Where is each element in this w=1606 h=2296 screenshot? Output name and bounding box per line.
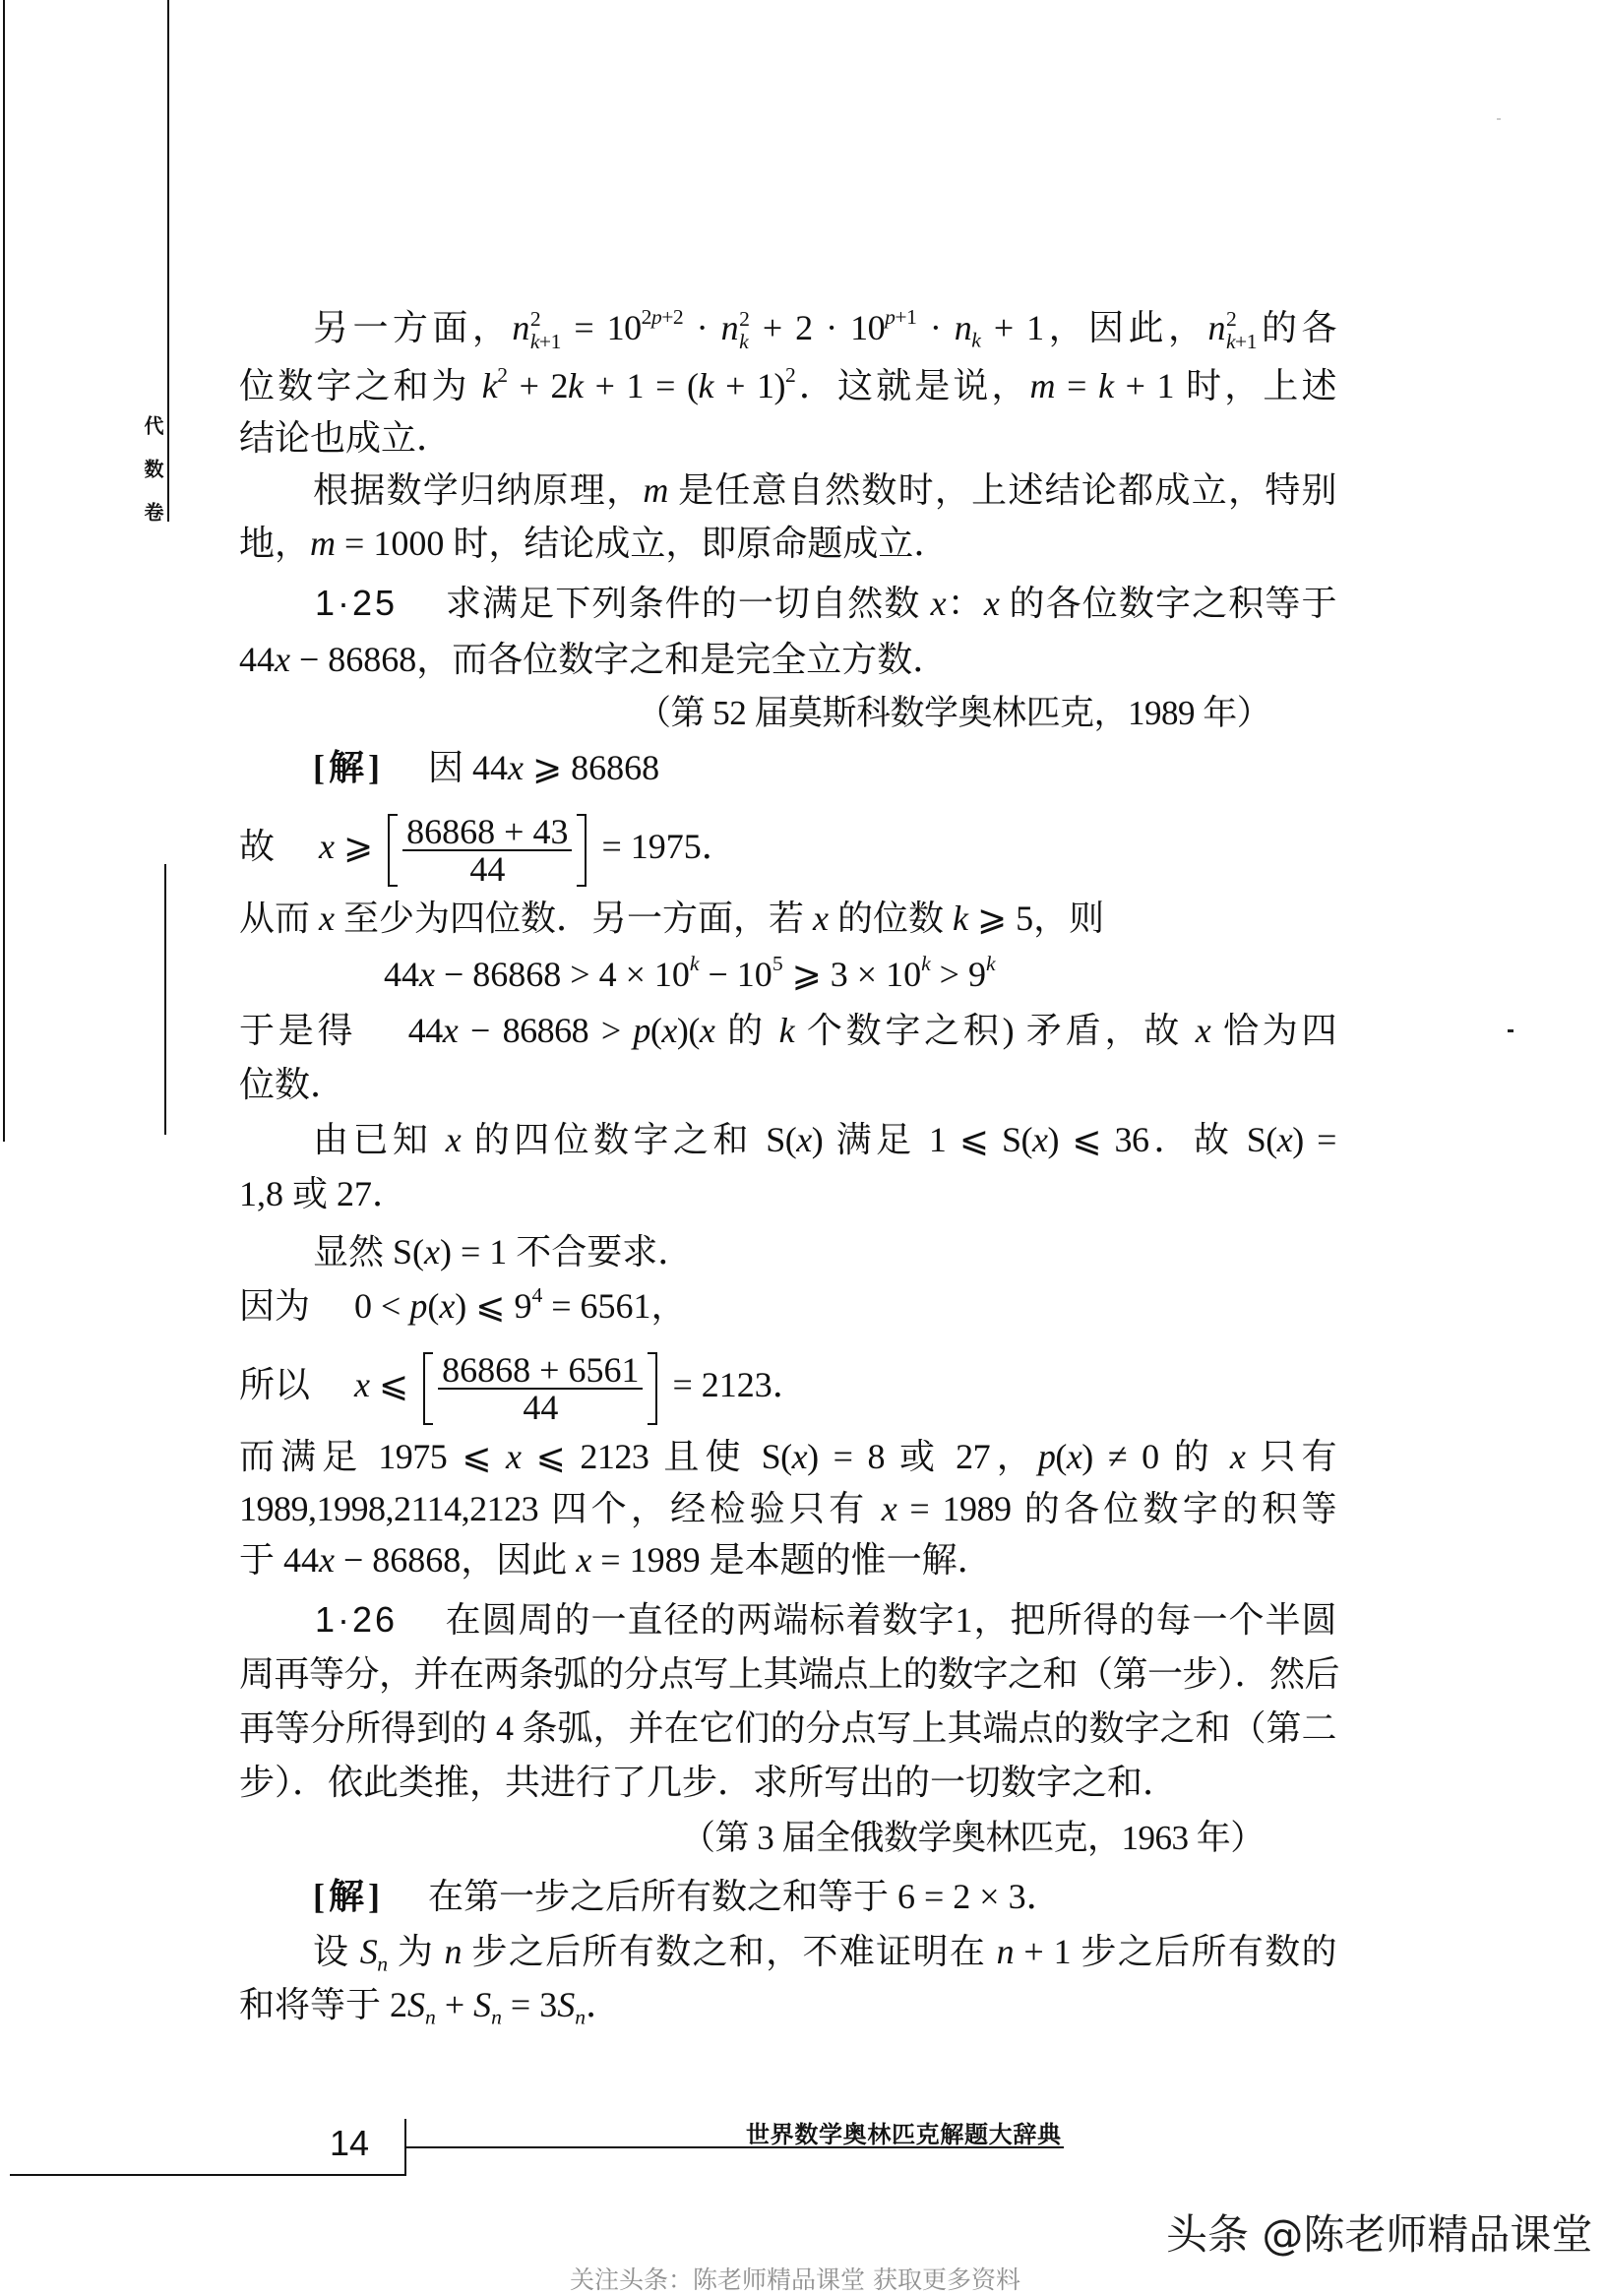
problem-statement-line: 周再等分，并在两条弧的分点写上其端点上的数字之和（第一步）．然后	[239, 1654, 1340, 1694]
math-variable: x	[661, 1011, 677, 1050]
subscript	[575, 2006, 586, 2029]
left-bracket	[423, 1352, 433, 1425]
math-variable: x	[319, 1540, 335, 1580]
math-variable: x	[983, 584, 1000, 623]
math-variable: x	[791, 1437, 808, 1476]
bracketed-fraction	[388, 811, 587, 889]
solution-line: 从而 x 至少为四位数．另一方面，若 x 的位数 k ⩾ 5，则	[239, 899, 1105, 938]
superscript	[690, 952, 700, 975]
page-edge-rule	[3, 0, 5, 1142]
superscript: p+1	[885, 304, 917, 329]
problem-statement-line: 44x − 86868，而各位数字之和是完全立方数．	[239, 640, 949, 679]
solution-line: 于是得 44x − 86868 > p(x)(x 的 k 个数字之积) 矛盾，故 x 恰为四	[239, 1011, 1336, 1050]
formula-line: 所以 x ⩽ $\frac{86868 + 6561}{44}$ = 2123．	[239, 1349, 808, 1427]
solution-line	[313, 1871, 1062, 1922]
subscript	[377, 1953, 387, 1976]
fraction	[433, 1349, 648, 1427]
text-line: 位数字之和为 $k^2 + 2k + 1 = (k + 1)^2$．这就是说，m = k + 1 时，上述	[239, 362, 1336, 405]
math-variable: p	[1037, 1437, 1056, 1476]
math-variable: k	[698, 366, 714, 405]
subscript: k+1	[1225, 329, 1258, 353]
math-variable: S	[473, 1985, 492, 2024]
math-variable: S	[407, 1985, 426, 2024]
math-variable: k	[529, 329, 539, 353]
superscript: 2	[497, 362, 508, 387]
math-variable: S	[359, 1932, 378, 1971]
indexed-variable	[1207, 306, 1258, 353]
denominator: 44	[523, 1387, 559, 1427]
solution-line: 显然 S(x) = 1 不合要求．	[313, 1232, 694, 1272]
superscript	[921, 952, 931, 975]
problem-statement-line: 步）．依此类推，共进行了几步．求所写出的一切数字之和．	[239, 1763, 1179, 1802]
math-variable: p	[885, 304, 896, 329]
math-variable: x	[354, 1365, 370, 1404]
watermark-promo: 关注头条：陈老师精品课堂 获取更多资料	[570, 2265, 1020, 2294]
indexed-variable	[512, 306, 561, 353]
math-variable: n	[444, 1932, 463, 1971]
math-variable: m	[1029, 366, 1056, 405]
math-variable: n	[1207, 308, 1225, 347]
math-variable: n	[377, 1952, 388, 1976]
superscript: 5	[772, 951, 783, 975]
math-variable: x	[1031, 1120, 1048, 1159]
superscript: 2p+2	[641, 304, 684, 329]
margin-rule-lower	[164, 864, 166, 1135]
problem-source: （第 52 届莫斯科数学奥林匹克，1989 年）	[637, 694, 1271, 732]
math-variable: x	[445, 1120, 462, 1159]
subscript: k+1	[529, 329, 561, 353]
superscript: 2	[1225, 306, 1237, 331]
problem-statement-line	[315, 1594, 1336, 1645]
subscript	[739, 331, 749, 353]
math-variable: k	[921, 951, 931, 975]
problem-number: 1·25	[315, 583, 399, 623]
formula-line: $44x - 86868 > 4 \times 10^k - 10^5$ ⩾ $3 \times 10^k > 9^k$	[384, 951, 996, 994]
math-variable: x	[813, 899, 829, 938]
denominator: 44	[469, 848, 506, 889]
indexed-variable	[720, 306, 750, 353]
math-variable: k	[778, 1011, 795, 1050]
math-variable: x	[699, 1011, 715, 1050]
formula-line: 因为 0 < p(x) ⩽ $9^4 = 6561$，	[239, 1282, 687, 1326]
math-variable: k	[568, 366, 584, 405]
right-bracket	[577, 814, 587, 887]
math-variable: m	[310, 524, 337, 563]
section-label: 代数卷	[141, 415, 164, 545]
math-variable: k	[985, 951, 996, 975]
solution-line: 1989,1998,2114,2123 四个，经检验只有 x = 1989 的各位数字的积等	[239, 1489, 1336, 1528]
subscript	[971, 329, 980, 352]
math-variable: x	[506, 1437, 522, 1476]
numerator: 86868 + 43	[402, 814, 572, 851]
math-variable: x	[1195, 1011, 1211, 1050]
math-variable: x	[319, 899, 335, 938]
solution-line: 设 $S_n$ 为 n 步之后所有数之和，不难证明在 n + 1 步之后所有数的	[313, 1932, 1336, 1976]
math-variable: n	[491, 2005, 502, 2029]
solution-line	[313, 742, 659, 793]
problem-statement-line: 再等分所得到的 4 条弧，并在它们的分点写上其端点的数字之和（第二	[239, 1708, 1336, 1748]
math-variable: x	[796, 1120, 812, 1159]
solution-line: 于 44x − 86868，因此 x = 1989 是本题的惟一解．	[239, 1540, 993, 1580]
math-variable: x	[419, 955, 435, 994]
problem-text: 在圆周的一直径的两端标着数字1，把所得的每一个半圆	[398, 1600, 1336, 1640]
math-variable: p	[409, 1286, 428, 1326]
formula-line: 故 x ⩾ $\frac{86868 + 43}{44}$ = 1975．	[239, 811, 737, 889]
math-variable: x	[1229, 1437, 1246, 1476]
math-variable: n	[720, 308, 739, 347]
math-variable: x	[1066, 1437, 1082, 1476]
book-title: 世界数学奥林匹克解题大辞典	[746, 2121, 1061, 2148]
math-variable: n	[954, 308, 972, 347]
solution-line: 而满足 1975 ⩽ x ⩽ 2123 且使 S(x) = 8 或 27，p(x) ≠ 0 的 x 只有	[239, 1437, 1336, 1476]
math-variable: n	[512, 308, 529, 347]
math-variable: x	[439, 1286, 456, 1326]
solution-line: 由已知 x 的四位数字之和 S(x) 满足 1 ⩽ S(x) ⩽ 36．故 S(x) =	[313, 1120, 1336, 1159]
math-variable: k	[1225, 329, 1236, 353]
math-variable: x	[1276, 1120, 1293, 1159]
superscript: 2	[785, 362, 796, 387]
math-variable: x	[319, 827, 335, 866]
math-variable: x	[508, 748, 524, 787]
math-variable: p	[633, 1011, 650, 1050]
margin-rule-upper	[167, 0, 169, 522]
math-variable: x	[275, 640, 290, 679]
math-variable: k	[481, 366, 498, 405]
superscript: 2	[739, 306, 750, 331]
bracketed-fraction	[423, 1349, 657, 1427]
text-line: 根据数学归纳原理，m 是任意自然数时，上述结论都成立，特别	[313, 470, 1336, 510]
solution-line: 1,8 或 27．	[239, 1174, 408, 1213]
problem-source: （第 3 届全俄数学奥林匹克，1963 年）	[681, 1819, 1265, 1857]
superscript: 2	[529, 306, 541, 331]
scan-speck	[1508, 1029, 1513, 1032]
superscript	[986, 952, 996, 975]
math-variable: p	[650, 304, 662, 329]
math-variable: S	[557, 1985, 576, 2024]
math-variable: n	[425, 2005, 436, 2029]
index-stack	[739, 308, 749, 352]
solution-line: 和将等于 $2S_n + S_n = 3S_n$．	[239, 1985, 622, 2029]
scan-speck	[1497, 118, 1501, 120]
solution-label: [解]	[313, 1877, 384, 1916]
fraction	[398, 811, 577, 889]
solution-text: 在第一步之后所有数之和等于 6 = 2 × 3．	[383, 1877, 1062, 1916]
math-variable: k	[739, 329, 749, 353]
problem-text: 求满足下列条件的一切自然数 x：x 的各位数字之积等于	[398, 584, 1336, 623]
left-bracket	[388, 814, 398, 887]
math-variable: x	[881, 1489, 897, 1528]
math-variable: n	[575, 2005, 587, 2029]
subscript	[491, 2006, 502, 2029]
math-variable: n	[996, 1932, 1015, 1971]
math-variable: x	[576, 1540, 592, 1580]
superscript: 4	[531, 1282, 543, 1307]
text-line: 结论也成立．	[239, 418, 453, 458]
footer-rule-left	[10, 2174, 406, 2176]
math-variable: m	[643, 470, 668, 510]
math-variable: x	[930, 584, 947, 623]
index-stack	[530, 308, 561, 352]
math-variable: x	[442, 1011, 459, 1050]
index-stack	[1226, 308, 1257, 352]
text-line: 地，m = 1000 时，结论成立，即原命题成立．	[239, 524, 950, 563]
math-variable: k	[689, 951, 700, 975]
solution-label: [解]	[313, 748, 384, 787]
numerator: 86868 + 6561	[438, 1352, 643, 1390]
text-line: 另一方面，n 2 k+1 = $10^{2p+2} \cdot n$ 2 k + $2 \cdot 10^{p+1} \cdot n_k + 1$，因此，n 2 k+1 的各	[313, 304, 1336, 353]
problem-statement-line	[315, 578, 1336, 629]
math-variable: k	[971, 328, 981, 352]
subscript	[425, 2006, 436, 2029]
math-variable: k	[1098, 366, 1114, 405]
solution-line: 位数．	[239, 1065, 346, 1104]
right-bracket	[648, 1352, 657, 1425]
math-variable: x	[424, 1232, 440, 1272]
problem-number: 1·26	[315, 1599, 399, 1640]
page-number: 14	[330, 2123, 370, 2163]
math-variable: k	[953, 899, 968, 938]
solution-text: 因 44x ⩾ 86868	[383, 748, 660, 787]
watermark-account: 头条 @陈老师精品课堂	[1166, 2210, 1593, 2259]
